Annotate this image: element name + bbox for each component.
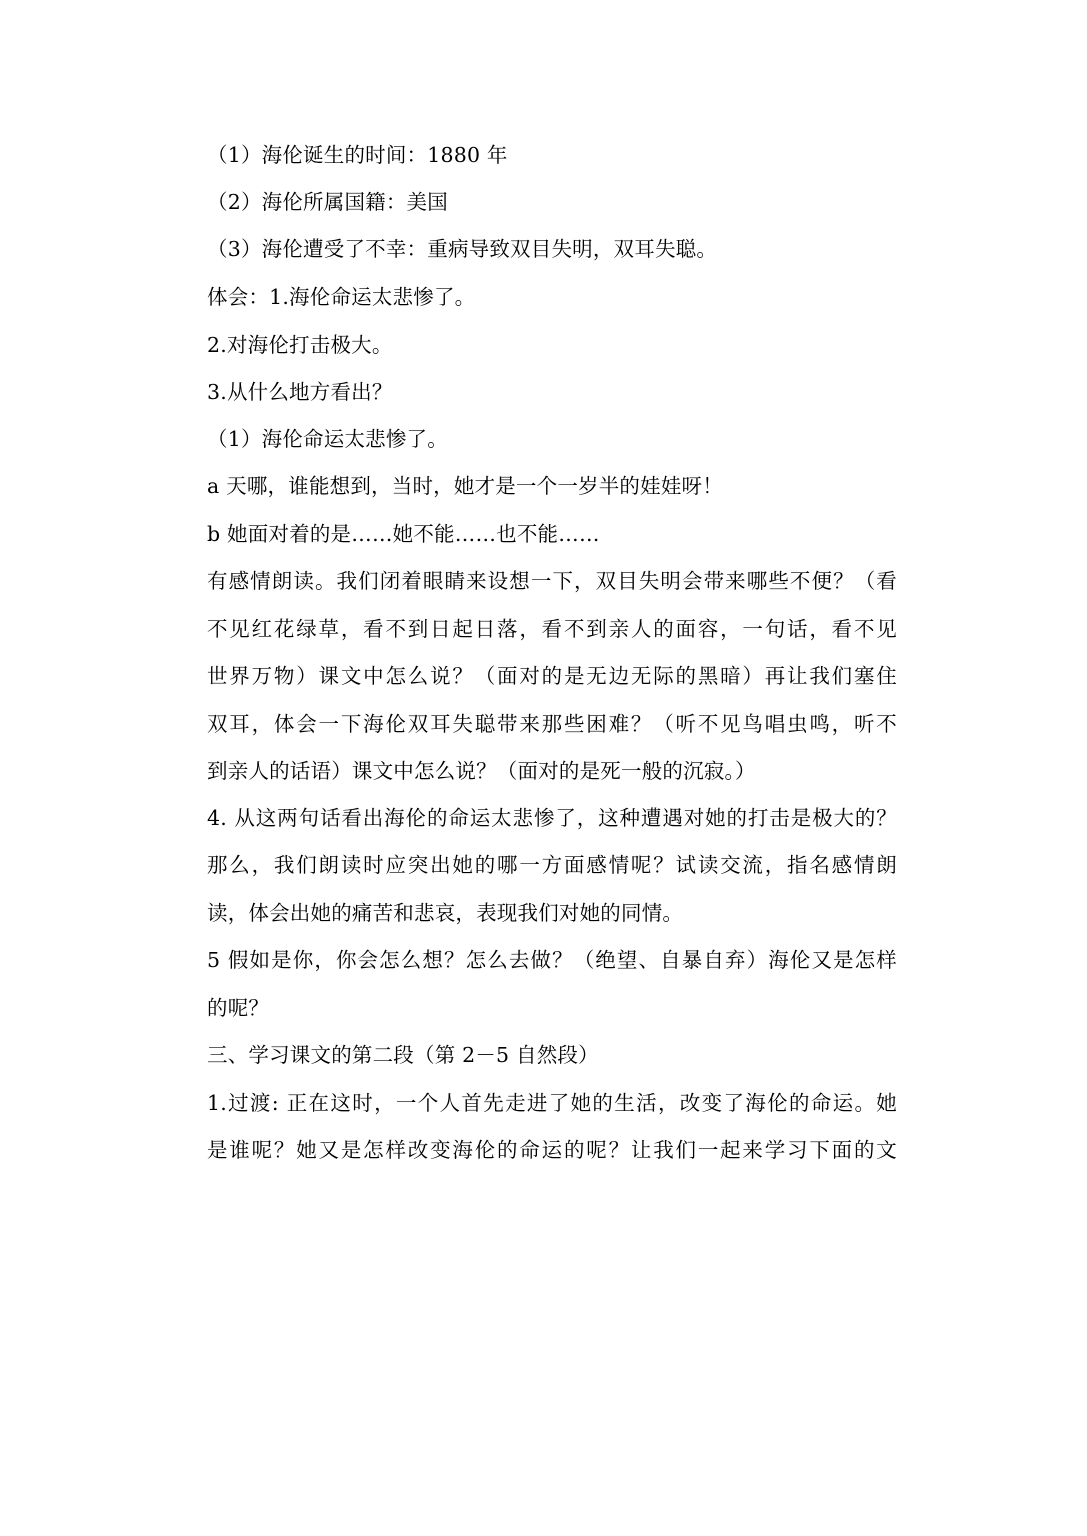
text-line-10: 有感情朗读。我们闭着眼睛来设想一下，双目失明会带来哪些不便？（看 (207, 569, 897, 593)
text-line-2: （2）海伦所属国籍：美国 (207, 190, 448, 214)
text-line-18: 5 假如是你，你会怎么想？怎么去做？（绝望、自暴自弃）海伦又是怎样 (207, 948, 897, 972)
text-line-16: 那么，我们朗读时应突出她的哪一方面感情呢？试读交流，指名感情朗 (207, 853, 897, 877)
text-line-19: 的呢？ (207, 996, 270, 1020)
text-line-8: a 天哪，谁能想到，当时，她才是一个一岁半的娃娃呀！ (207, 474, 723, 498)
text-line-3: （3）海伦遭受了不幸：重病导致双目失明，双耳失聪。 (207, 237, 718, 261)
text-line-9: b 她面对着的是……她不能……也不能…… (207, 522, 600, 546)
text-line-22: 是谁呢？她又是怎样改变海伦的命运的呢？让我们一起来学习下面的文 (207, 1138, 897, 1162)
text-line-17: 读，体会出她的痛苦和悲哀，表现我们对她的同情。 (207, 901, 684, 925)
text-line-13: 双耳，体会一下海伦双耳失聪带来那些困难？（听不见鸟唱虫鸣，听不 (207, 712, 897, 736)
text-line-4: 体会：1.海伦命运太悲惨了。 (207, 285, 476, 309)
text-line-15: 4. 从这两句话看出海伦的命运太悲惨了，这种遭遇对她的打击是极大的？ (207, 806, 897, 830)
text-line-11: 不见红花绿草，看不到日起日落，看不到亲人的面容，一句话，看不见 (207, 617, 897, 641)
text-line-20: 三、学习课文的第二段（第 2－5 自然段） (207, 1043, 599, 1067)
text-line-14: 到亲人的话语）课文中怎么说？（面对的是死一般的沉寂。） (207, 759, 756, 783)
text-line-5: 2.对海伦打击极大。 (207, 333, 393, 357)
text-line-6: 3.从什么地方看出？ (207, 380, 393, 404)
text-line-12: 世界万物）课文中怎么说？（面对的是无边无际的黑暗）再让我们塞住 (207, 664, 897, 688)
text-line-7: （1）海伦命运太悲惨了。 (207, 427, 448, 451)
text-line-21: 1.过渡: 正在这时，一个人首先走进了她的生活，改变了海伦的命运。她 (207, 1091, 897, 1115)
text-line-1: （1）海伦诞生的时间：1880 年 (207, 143, 508, 167)
